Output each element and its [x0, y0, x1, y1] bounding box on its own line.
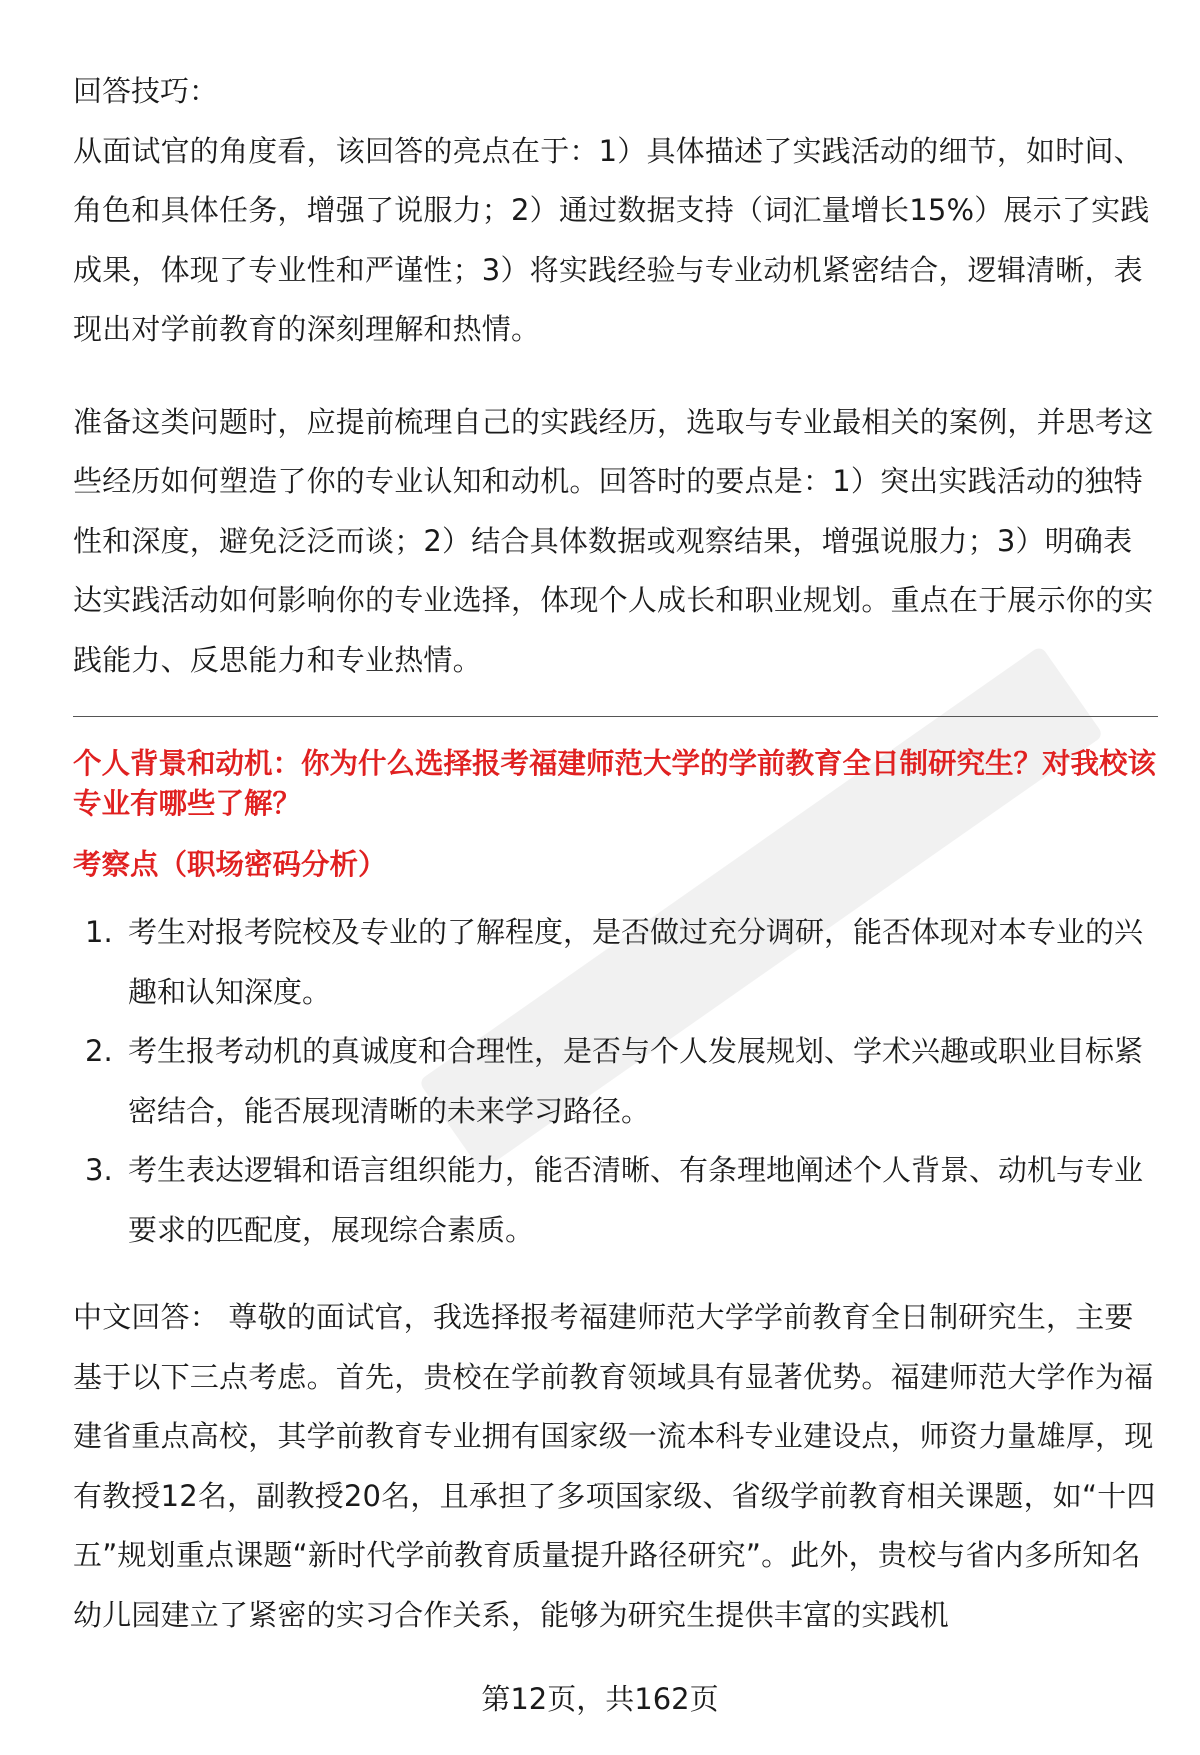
list-text: 考生表达逻辑和语言组织能力，能否清晰、有条理地阐述个人背景、动机与专业要求的匹配度，展现综合素质。: [128, 1153, 1144, 1247]
list-text: 考生对报考院校及专业的了解程度，是否做过充分调研，能否体现对本专业的兴趣和认知深度。: [128, 915, 1144, 1009]
list-item: [73, 1141, 1158, 1260]
tips-paragraph-2: 准备这类问题时，应提前梳理自己的实践经历，选取与专业最相关的案例，并思考这些经历如何塑造了你的专业认知和动机。回答时的要点是：1）突出实践活动的独特性和深度，避免泛泛而谈；2）结合具体数据或观察结果，增强说服力；3）明确表达实践活动如何影响你的专业选择，体现个人成长和职业规划。重点在于展示你的实践能力、反思能力和专业热情。: [73, 404, 1154, 677]
list-number: 1.: [85, 915, 113, 949]
tips-paragraph-1: 从面试官的角度看，该回答的亮点在于：1）具体描述了实践活动的细节，如时间、角色和具体任务，增强了说服力；2）通过数据支持（词汇量增长15%）展示了实践成果，体现了专业性和严谨性；3）将实践经验与专业动机紧密结合，逻辑清晰，表现出对学前教育的深刻理解和热情。: [73, 133, 1150, 346]
list-item: [73, 1022, 1158, 1141]
list-text: 考生报考动机的真诚度和合理性，是否与个人发展规划、学术兴趣或职业目标紧密结合，能否展现清晰的未来学习路径。: [128, 1034, 1144, 1128]
list-number: 2.: [85, 1034, 113, 1068]
assessment-heading: 考察点（职场密码分析）: [73, 848, 387, 881]
document-page: [73, 62, 1158, 1645]
answer-paragraph: 中文回答： 尊敬的面试官，我选择报考福建师范大学学前教育全日制研究生，主要基于以下三点考虑。首先，贵校在学前教育领域具有显著优势。福建师范大学作为福建省重点高校，其学前教育专业拥有国家级一流本科专业建设点，师资力量雄厚，现有教授12名，副教授20名，且承担了多项国家级、省级学前教育相关课题，如“十四五”规划重点课题“新时代学前教育质量提升路径研究”。此外，贵校与省内多所知名幼儿园建立了紧密的实习合作关系，能够为研究生提供丰富的实践机: [73, 1300, 1156, 1632]
list-number: 3.: [85, 1153, 113, 1187]
page-number-footer: 第12页，共162页: [481, 1682, 719, 1716]
list-item: [73, 903, 1158, 1022]
tips-label: 回答技巧：: [73, 74, 219, 108]
question-title: 个人背景和动机：你为什么选择报考福建师范大学的学前教育全日制研究生？对我校该专业有哪些了解？: [73, 747, 1157, 820]
section-divider: [73, 716, 1158, 717]
assessment-list: [73, 903, 1158, 1260]
